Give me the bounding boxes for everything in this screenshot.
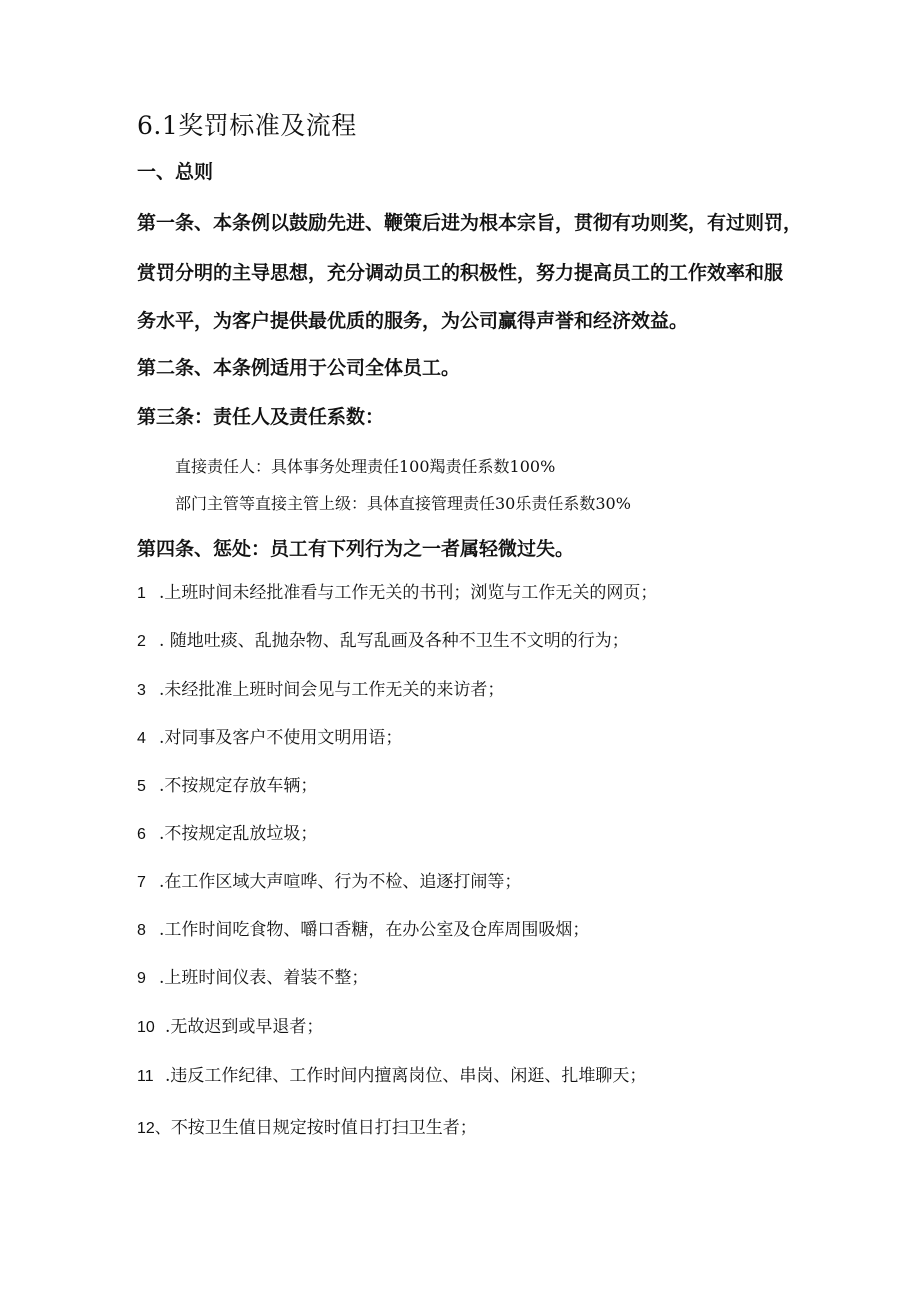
responsibility-row-supervisor: 部门主管等直接主管上级：具体直接管理责任30乐责任系数30% xyxy=(175,494,631,513)
list-item xyxy=(137,730,402,747)
article-4-heading: 第四条、惩处：员工有下列行为之一者属轻微过失。 xyxy=(137,538,575,560)
list-item xyxy=(137,1019,323,1036)
list-item-text: .不按规定存放车辆； xyxy=(159,776,318,796)
list-item xyxy=(137,633,629,650)
list-item-number: 7 xyxy=(137,874,146,891)
article-3-heading: 第三条：责任人及责任系数： xyxy=(137,406,385,428)
list-item-text: .不按规定乱放垃圾； xyxy=(159,824,318,844)
article-1-line-2: 赏罚分明的主导思想，充分调动员工的积极性，努力提高员工的工作效率和服 xyxy=(137,262,784,284)
list-item-text: .在工作区域大声喧哗、行为不检、追逐打闹等； xyxy=(159,872,522,892)
section-heading: 一、总则 xyxy=(137,161,214,183)
list-item xyxy=(137,1120,477,1137)
list-item-text: .未经批准上班时间会见与工作无关的来访者； xyxy=(159,680,505,700)
list-item-number: 12、 xyxy=(137,1120,171,1137)
list-item-text: .上班时间仪表、着装不整； xyxy=(159,968,369,988)
article-2: 第二条、本条例适用于公司全体员工。 xyxy=(137,357,461,379)
list-item-number: 9 xyxy=(137,970,146,987)
list-item-text: .上班时间未经批准看与工作无关的书刊；浏览与工作无关的网页； xyxy=(159,583,658,603)
list-item-number: 5 xyxy=(137,778,146,795)
responsibility-row-direct: 直接责任人：具体事务处理责任100羯责任系数100% xyxy=(175,457,556,476)
list-item xyxy=(137,682,504,699)
list-item-number: 4 xyxy=(137,730,146,747)
list-item-number: 11 xyxy=(137,1068,154,1085)
list-item xyxy=(137,1068,646,1085)
list-item-text: .工作时间吃食物、嚼口香糖，在办公室及仓库周围吸烟； xyxy=(159,920,590,940)
list-item xyxy=(137,970,368,987)
article-1-line-3: 务水平，为客户提供最优质的服务，为公司赢得声誉和经济效益。 xyxy=(137,310,689,332)
list-item-text: .对同事及客户不使用文明用语； xyxy=(159,728,403,748)
list-item-text: 不按卫生值日规定按时值日打扫卫生者； xyxy=(170,1118,477,1138)
list-item xyxy=(137,778,317,795)
list-item-number: 2 xyxy=(137,633,146,650)
list-item xyxy=(137,922,589,939)
list-item-text: . 随地吐痰、乱抛杂物、乱写乱画及各种不卫生不文明的行为； xyxy=(159,631,629,651)
list-item-number: 10 xyxy=(137,1019,155,1036)
list-item-number: 8 xyxy=(137,922,146,939)
list-item-number: 1 xyxy=(137,585,146,602)
list-item xyxy=(137,826,317,843)
list-item-number: 6 xyxy=(137,826,146,843)
list-item-number: 3 xyxy=(137,682,146,699)
list-item-text: .无故迟到或早退者； xyxy=(165,1017,324,1037)
page-title: 6.1奖罚标准及流程 xyxy=(137,111,357,140)
list-item xyxy=(137,585,657,602)
list-item xyxy=(137,874,521,891)
list-item-text: .违反工作纪律、工作时间内擅离岗位、串岗、闲逛、扎堆聊天； xyxy=(165,1066,647,1086)
article-1-line-1: 第一条、本条例以鼓励先进、鞭策后进为根本宗旨，贯彻有功则奖，有过则罚， xyxy=(137,212,803,234)
